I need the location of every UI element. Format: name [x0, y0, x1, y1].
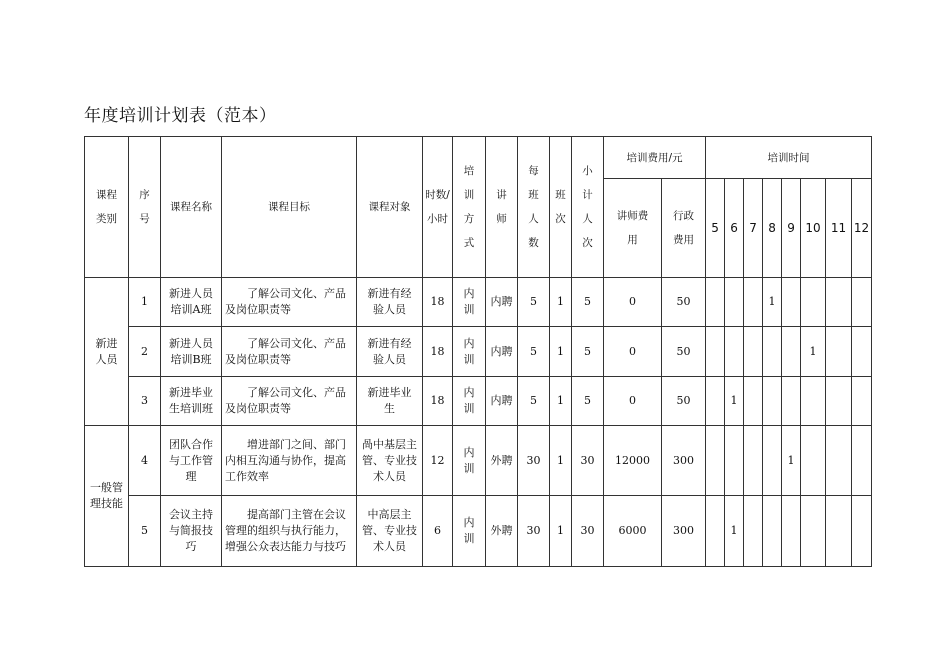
table-row [85, 496, 872, 567]
month-cell [852, 496, 872, 567]
month-cell [801, 426, 826, 496]
month-cell: 1 [725, 496, 744, 567]
month-cell [744, 377, 763, 426]
course-name-cell: 团队合作与工作管理 [161, 426, 222, 496]
admin-fee-cell: 300 [662, 496, 706, 567]
month-cell [744, 426, 763, 496]
header-per-class: 每班人数 [518, 137, 550, 278]
month-cell [706, 278, 725, 327]
header-hours: 时数/小时 [423, 137, 453, 278]
month-cell [706, 426, 725, 496]
month-header-9: 9 [782, 179, 801, 278]
header-classes: 班次 [550, 137, 572, 278]
classes-cell: 1 [550, 496, 572, 567]
month-cell: 1 [782, 426, 801, 496]
method-cell: 内训 [453, 278, 486, 327]
course-name-cell: 新进人员培训A班 [161, 278, 222, 327]
month-cell [852, 327, 872, 377]
audience-cell: 中高层主管、专业技术人员 [357, 496, 423, 567]
admin-fee-cell: 50 [662, 278, 706, 327]
seq-cell: 5 [129, 496, 161, 567]
month-cell [801, 377, 826, 426]
lecturer-cell: 内聘 [486, 377, 518, 426]
month-header-7: 7 [744, 179, 763, 278]
goal-cell: 增进部门之间、部门内相互沟通与协作，提高工作效率 [222, 426, 357, 496]
header-method: 培训方式 [453, 137, 486, 278]
per-class-cell: 5 [518, 278, 550, 327]
month-header-11: 11 [826, 179, 852, 278]
month-cell [744, 327, 763, 377]
audience-cell: 新进毕业生 [357, 377, 423, 426]
table-row [85, 327, 872, 377]
admin-fee-cell: 50 [662, 377, 706, 426]
month-cell: 1 [763, 278, 782, 327]
month-cell [852, 426, 872, 496]
month-header-6: 6 [725, 179, 744, 278]
seq-cell: 4 [129, 426, 161, 496]
header-lecturer: 讲师 [486, 137, 518, 278]
table-row [85, 426, 872, 496]
seq-cell: 3 [129, 377, 161, 426]
month-cell [744, 278, 763, 327]
category-cell: 一般管理技能 [85, 426, 129, 567]
month-cell [826, 496, 852, 567]
month-header-12: 12 [852, 179, 872, 278]
header-seq: 序号 [129, 137, 161, 278]
header-audience: 课程对象 [357, 137, 423, 278]
hours-cell: 6 [423, 496, 453, 567]
hours-cell: 18 [423, 278, 453, 327]
header-cost-group: 培训费用/元 [604, 137, 706, 179]
lecturer-cell: 外聘 [486, 426, 518, 496]
goal-cell: 了解公司文化、产品及岗位职责等 [222, 377, 357, 426]
admin-fee-cell: 50 [662, 327, 706, 377]
month-cell [782, 377, 801, 426]
goal-cell: 了解公司文化、产品及岗位职责等 [222, 327, 357, 377]
month-cell [852, 278, 872, 327]
classes-cell: 1 [550, 278, 572, 327]
header-goal: 课程目标 [222, 137, 357, 278]
method-cell: 内训 [453, 426, 486, 496]
header-admin-fee: 行政费用 [662, 179, 706, 278]
lecturer-fee-cell: 0 [604, 377, 662, 426]
lecturer-cell: 内聘 [486, 327, 518, 377]
hours-cell: 18 [423, 327, 453, 377]
hours-cell: 18 [423, 377, 453, 426]
header-category: 课程类别 [85, 137, 129, 278]
month-cell [826, 278, 852, 327]
per-class-cell: 5 [518, 377, 550, 426]
lecturer-fee-cell: 6000 [604, 496, 662, 567]
month-cell [852, 377, 872, 426]
audience-cell: 咼中基层主管、专业技术人员 [357, 426, 423, 496]
goal-cell: 提高部门主管在会议管理的组织与执行能力，增强公众表达能力与技巧 [222, 496, 357, 567]
month-cell [782, 496, 801, 567]
header-time-group: 培训时间 [706, 137, 872, 179]
audience-cell: 新进有经验人员 [357, 327, 423, 377]
month-header-8: 8 [763, 179, 782, 278]
classes-cell: 1 [550, 327, 572, 377]
course-name-cell: 会议主持与简报技巧 [161, 496, 222, 567]
month-cell [706, 377, 725, 426]
lecturer-fee-cell: 12000 [604, 426, 662, 496]
audience-cell: 新进有经验人员 [357, 278, 423, 327]
category-cell: 新进人员 [85, 278, 129, 426]
page-title: 年度培训计划表（范本） [84, 106, 277, 126]
lecturer-cell: 外聘 [486, 496, 518, 567]
course-name-cell: 新进人员培训B班 [161, 327, 222, 377]
per-class-cell: 30 [518, 426, 550, 496]
header-lecturer-fee: 讲师费用 [604, 179, 662, 278]
method-cell: 内训 [453, 327, 486, 377]
seq-cell: 1 [129, 278, 161, 327]
lecturer-cell: 内聘 [486, 278, 518, 327]
month-cell: 1 [725, 377, 744, 426]
hours-cell: 12 [423, 426, 453, 496]
month-cell [782, 327, 801, 377]
month-cell [744, 496, 763, 567]
month-cell [801, 496, 826, 567]
month-cell [826, 327, 852, 377]
month-cell [725, 327, 744, 377]
training-plan-table [84, 136, 872, 567]
month-header-10: 10 [801, 179, 826, 278]
month-cell [826, 377, 852, 426]
table-row [85, 278, 872, 327]
header-subtotal: 小计人次 [572, 137, 604, 278]
subtotal-cell: 30 [572, 496, 604, 567]
month-cell [763, 496, 782, 567]
month-cell [725, 426, 744, 496]
month-cell [763, 327, 782, 377]
month-cell [706, 496, 725, 567]
subtotal-cell: 5 [572, 327, 604, 377]
header-course-name: 课程名称 [161, 137, 222, 278]
course-name-cell: 新进毕业生培训班 [161, 377, 222, 426]
lecturer-fee-cell: 0 [604, 278, 662, 327]
subtotal-cell: 30 [572, 426, 604, 496]
admin-fee-cell: 300 [662, 426, 706, 496]
month-cell: 1 [801, 327, 826, 377]
lecturer-fee-cell: 0 [604, 327, 662, 377]
goal-cell: 了解公司文化、产品及岗位职责等 [222, 278, 357, 327]
seq-cell: 2 [129, 327, 161, 377]
classes-cell: 1 [550, 426, 572, 496]
per-class-cell: 30 [518, 496, 550, 567]
month-cell [706, 327, 725, 377]
subtotal-cell: 5 [572, 377, 604, 426]
table-row [85, 377, 872, 426]
method-cell: 内训 [453, 377, 486, 426]
classes-cell: 1 [550, 377, 572, 426]
month-header-5: 5 [706, 179, 725, 278]
method-cell: 内训 [453, 496, 486, 567]
per-class-cell: 5 [518, 327, 550, 377]
month-cell [826, 426, 852, 496]
month-cell [763, 377, 782, 426]
month-cell [782, 278, 801, 327]
month-cell [763, 426, 782, 496]
month-cell [725, 278, 744, 327]
subtotal-cell: 5 [572, 278, 604, 327]
month-cell [801, 278, 826, 327]
